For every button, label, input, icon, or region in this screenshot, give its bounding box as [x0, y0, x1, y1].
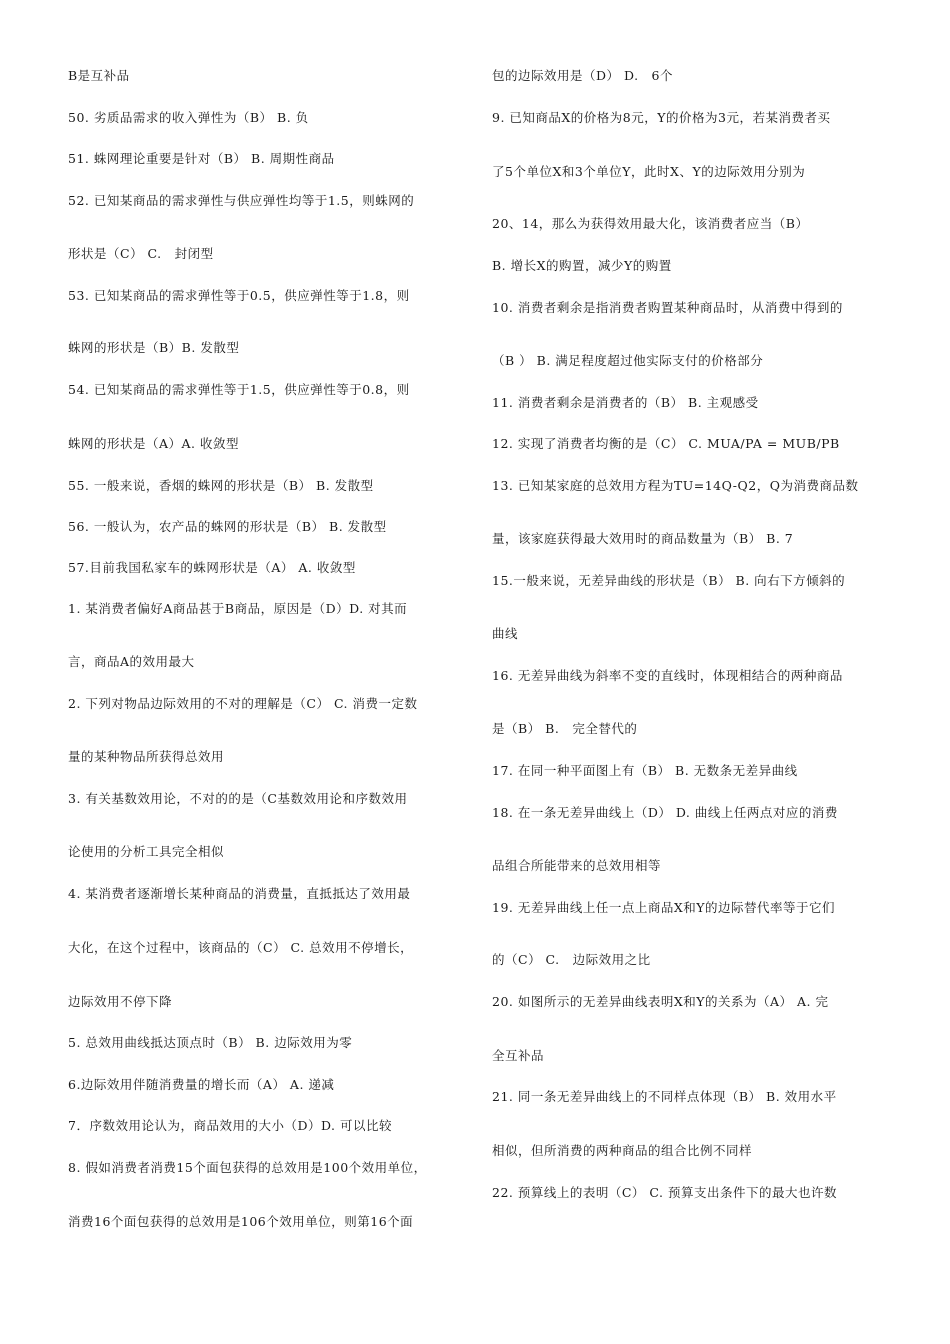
text-line: 1. 某消费者偏好A商品甚于B商品，原因是（D）D. 对其而	[68, 601, 408, 616]
text-line: 量，该家庭获得最大效用时的商品数量为（B） B. 7	[492, 531, 794, 546]
text-line: 50. 劣质品需求的收入弹性为（B） B. 负	[68, 110, 309, 125]
text-line: 量的某种物品所获得总效用	[68, 749, 225, 764]
text-line: B是互补品	[68, 68, 130, 83]
text-line: 17. 在同一种平面图上有（B） B. 无数条无差异曲线	[492, 763, 798, 778]
text-line: 57.目前我国私家车的蛛网形状是（A） A. 收敛型	[68, 560, 356, 575]
text-line: 22. 预算线上的表明（C） C. 预算支出条件下的最大也许数	[492, 1185, 837, 1200]
text-line: 消费16个面包获得的总效用是106个效用单位，则第16个面	[68, 1214, 414, 1229]
text-line: 16. 无差异曲线为斜率不变的直线时，体现相结合的两种商品	[492, 668, 843, 683]
text-line: 20、14，那么为获得效用最大化，该消费者应当（B）	[492, 216, 809, 231]
text-line: 3. 有关基数效用论，不对的的是（C基数效用论和序数效用	[68, 791, 408, 806]
text-line: 论使用的分析工具完全相似	[68, 844, 225, 859]
text-line: 相似，但所消费的两种商品的组合比例不同样	[492, 1143, 753, 1158]
text-line: 包的边际效用是（D） D. 6个	[492, 68, 673, 83]
text-line: 品组合所能带来的总效用相等	[492, 858, 662, 873]
text-line: 了5个单位X和3个单位Y，此时X、Y的边际效用分别为	[492, 164, 806, 179]
text-line: 的（C） C. 边际效用之比	[492, 952, 651, 967]
text-line: 言，商品A的效用最大	[68, 654, 195, 669]
text-line: 边际效用不停下降	[68, 994, 173, 1009]
text-line: B. 增长X的购置，减少Y的购置	[492, 258, 672, 273]
text-line: 蛛网的形状是（A）A. 收敛型	[68, 436, 240, 451]
text-line: 18. 在一条无差异曲线上（D） D. 曲线上任两点对应的消费	[492, 805, 838, 820]
text-line: 曲线	[492, 626, 519, 641]
text-line: 54. 已知某商品的需求弹性等于1.5，供应弹性等于0.8，则	[68, 382, 410, 397]
text-line: 蛛网的形状是（B）B. 发散型	[68, 340, 240, 355]
text-line: 大化，在这个过程中，该商品的（C） C. 总效用不停增长，	[68, 940, 414, 955]
text-line: 19. 无差异曲线上任一点上商品X和Y的边际替代率等于它们	[492, 900, 836, 915]
text-line: 10. 消费者剩余是指消费者购置某种商品时，从消费中得到的	[492, 300, 843, 315]
text-line: 52. 已知某商品的需求弹性与供应弹性均等于1.5，则蛛网的	[68, 193, 415, 208]
text-line: 12. 实现了消费者均衡的是（C） C. MUA/PA = MUB/PB	[492, 436, 840, 451]
text-line: 13. 已知某家庭的总效用方程为TU=14Q-Q2，Q为消费商品数	[492, 478, 859, 493]
text-line: 21. 同一条无差异曲线上的不同样点体现（B） B. 效用水平	[492, 1089, 837, 1104]
text-line: 4. 某消费者逐渐增长某种商品的消费量，直抵抵达了效用最	[68, 886, 411, 901]
text-line: 2. 下列对物品边际效用的不对的理解是（C） C. 消费一定数	[68, 696, 418, 711]
text-line: 5. 总效用曲线抵达顶点时（B） B. 边际效用为零	[68, 1035, 353, 1050]
text-line: 9. 已知商品X的价格为8元，Y的价格为3元，若某消费者买	[492, 110, 831, 125]
text-line: （B ） B. 满足程度超过他实际支付的价格部分	[492, 353, 764, 368]
text-line: 51. 蛛网理论重要是针对（B） B. 周期性商品	[68, 151, 335, 166]
text-line: 全互补品	[492, 1048, 545, 1063]
text-line: 11. 消费者剩余是消费者的（B） B. 主观感受	[492, 395, 759, 410]
text-line: 56. 一般认为，农产品的蛛网的形状是（B） B. 发散型	[68, 519, 387, 534]
text-line: 15.一般来说，无差异曲线的形状是（B） B. 向右下方倾斜的	[492, 573, 846, 588]
text-line: 是（B） B. 完全替代的	[492, 721, 638, 736]
text-line: 53. 已知某商品的需求弹性等于0.5，供应弹性等于1.8，则	[68, 288, 410, 303]
text-line: 8. 假如消费者消费15个面包获得的总效用是100个效用单位，	[68, 1160, 427, 1175]
text-line: 20. 如图所示的无差异曲线表明X和Y的关系为（A） A. 完	[492, 994, 829, 1009]
text-line: 55. 一般来说，香烟的蛛网的形状是（B） B. 发散型	[68, 478, 374, 493]
text-line: 7．序数效用论认为，商品效用的大小（D）D. 可以比较	[68, 1118, 392, 1133]
text-line: 形状是（C） C. 封闭型	[68, 246, 214, 261]
text-line: 6.边际效用伴随消费量的增长而（A） A. 递减	[68, 1077, 335, 1092]
